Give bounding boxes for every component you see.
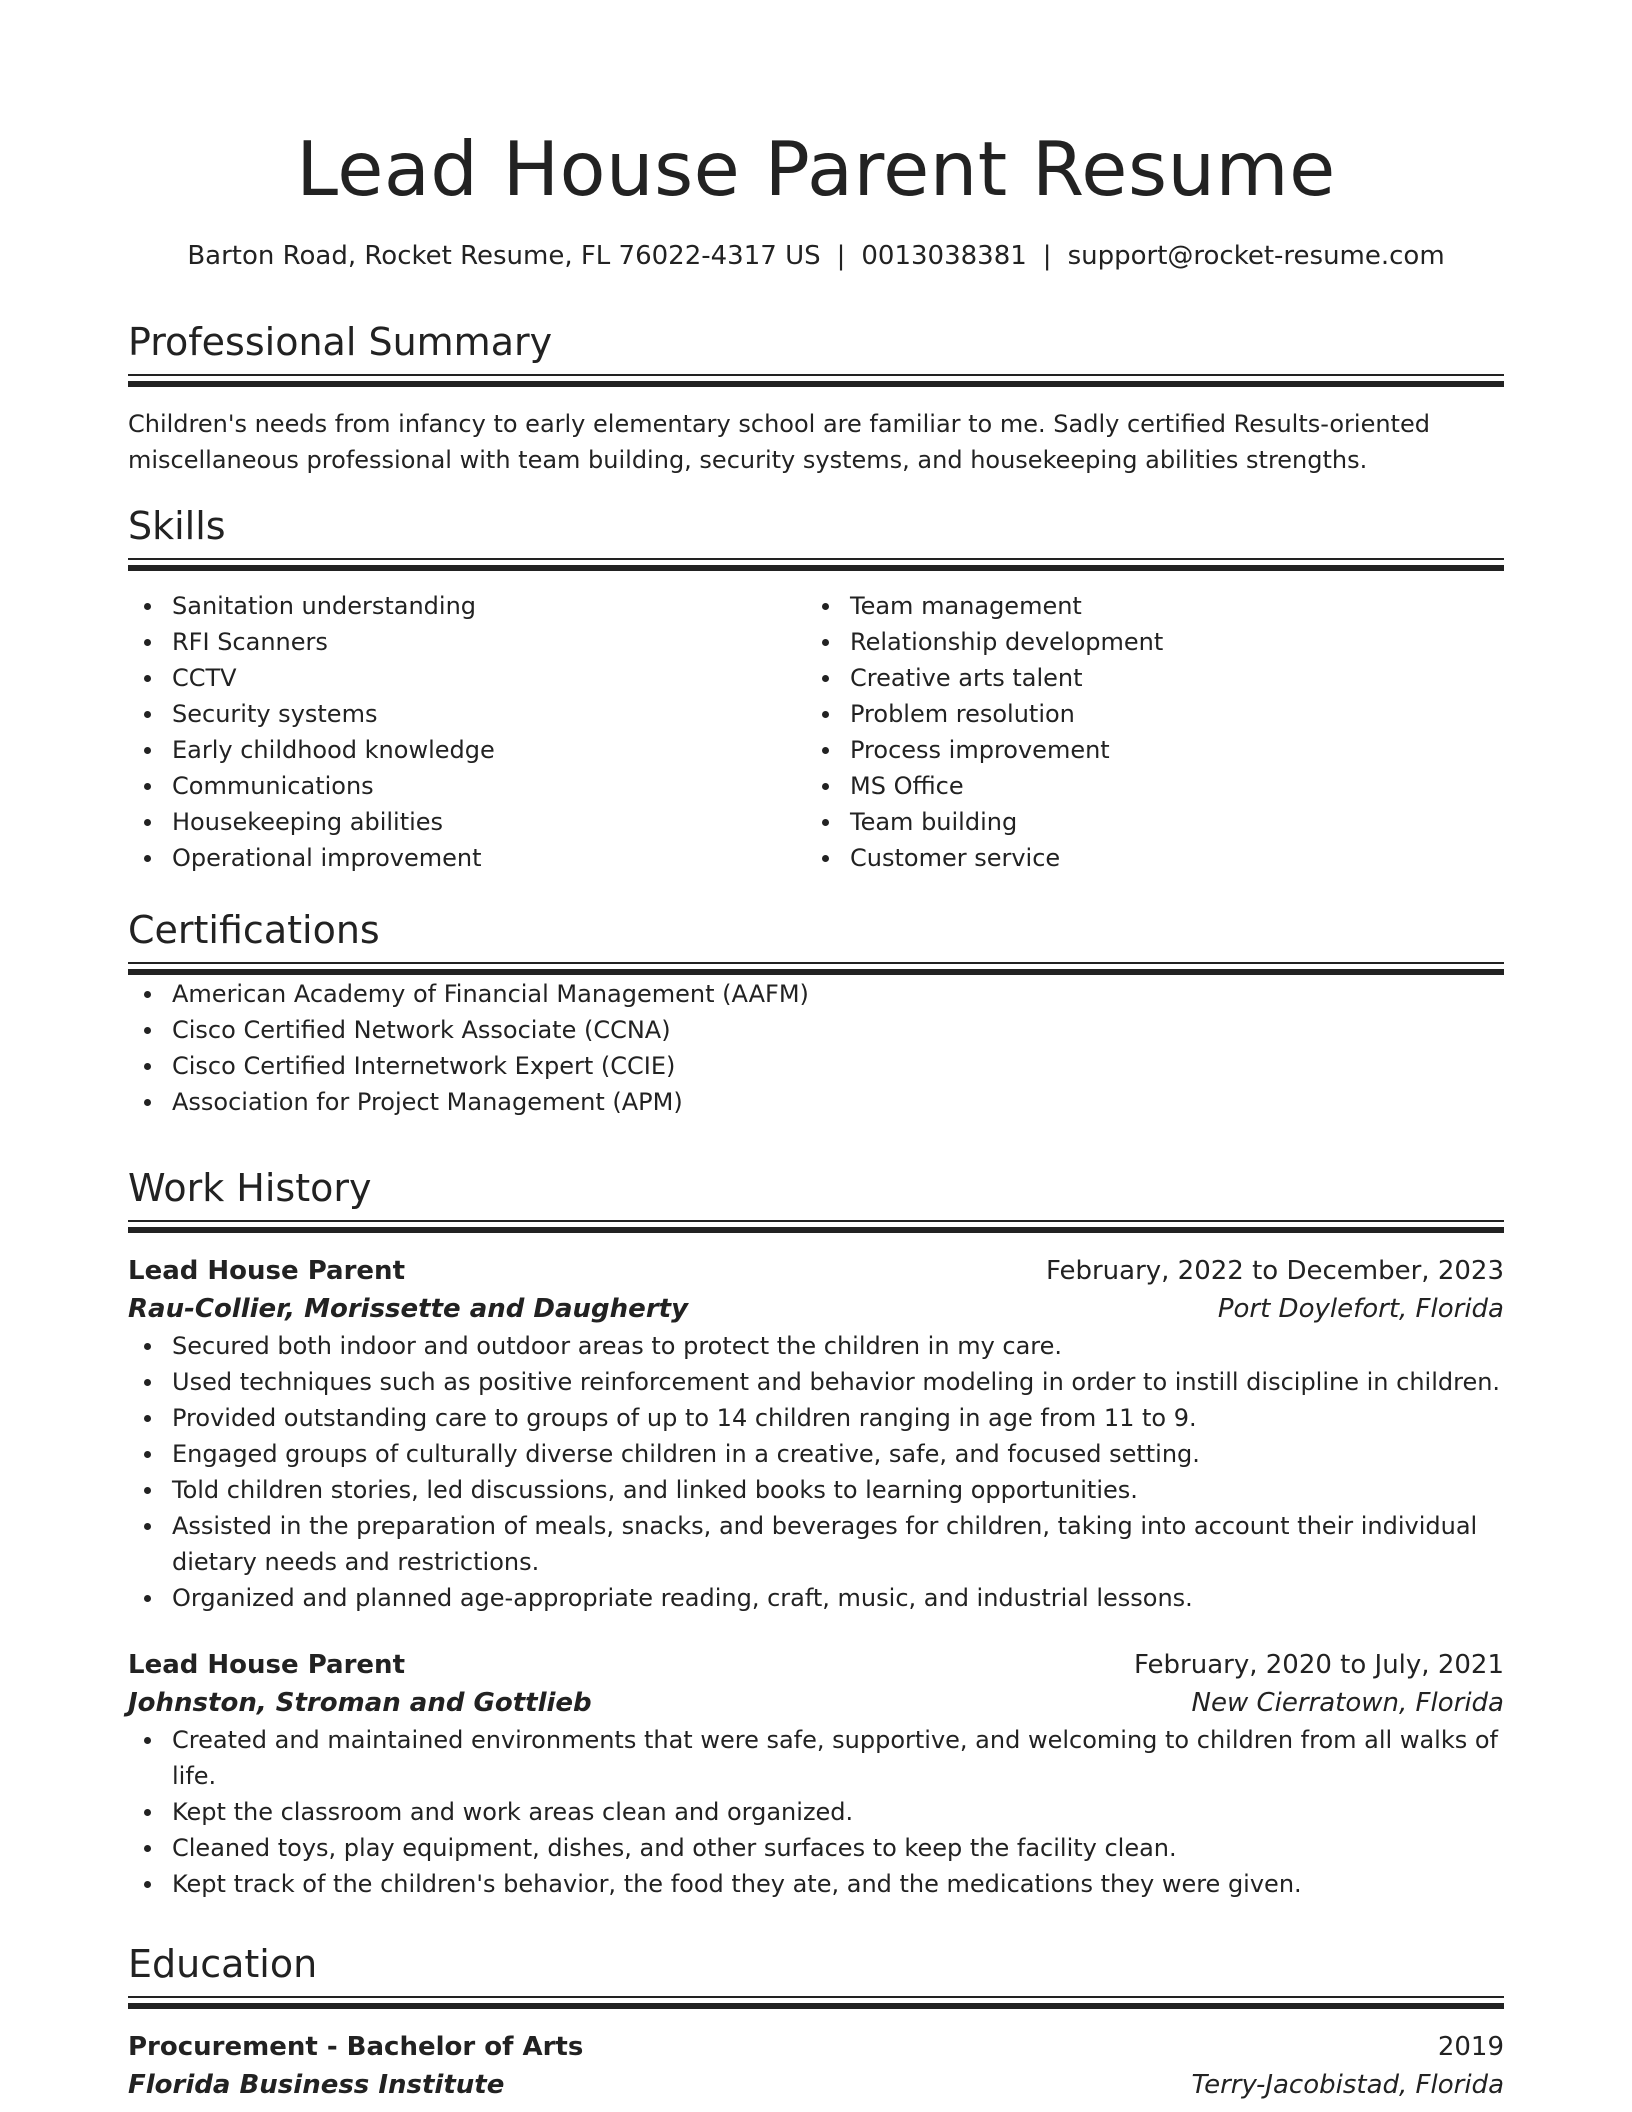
certification-item: Association for Project Management (APM) — [128, 1084, 1504, 1120]
job-bullet: Kept the classroom and work areas clean and organized. — [128, 1794, 1504, 1830]
skills-columns — [128, 588, 1504, 876]
skill-item: Team building — [806, 804, 1484, 840]
job-bullet: Secured both indoor and outdoor areas to protect the children in my care. — [128, 1328, 1504, 1364]
job-bullet: Told children stories, led discussions, and linked books to learning opportunities. — [128, 1472, 1504, 1508]
work-history-section — [128, 1164, 1504, 1902]
job-location: New Cierratown, Florida — [1191, 1688, 1504, 1718]
job-subheader-row — [128, 1684, 1504, 1722]
skill-item: Team management — [806, 588, 1484, 624]
skill-item: Problem resolution — [806, 696, 1484, 732]
skills-section — [128, 502, 1504, 876]
job-bullets — [128, 1328, 1504, 1616]
section-divider — [128, 962, 1504, 976]
page-title: Lead House Parent Resume — [296, 125, 1336, 213]
section-heading-certifications: Certifications — [128, 908, 380, 952]
summary-section — [128, 318, 1504, 478]
job-bullet: Used techniques such as positive reinforcement and behavior modeling in order to instill discipline in children. — [128, 1364, 1504, 1400]
job-location: Port Doylefort, Florida — [1217, 1294, 1504, 1324]
job-title: Lead House Parent — [128, 1256, 405, 1286]
section-divider — [128, 1220, 1504, 1234]
skills-list-right — [806, 588, 1484, 876]
skill-item: Operational improvement — [128, 840, 806, 876]
section-divider — [128, 558, 1504, 572]
section-divider — [128, 1996, 1504, 2010]
skills-column-right — [806, 588, 1484, 876]
section-divider — [128, 374, 1504, 388]
education-section — [128, 1940, 1504, 2104]
job-bullet: Kept track of the children's behavior, the food they ate, and the medications they were given. — [128, 1866, 1504, 1902]
job-dates: February, 2020 to July, 2021 — [1134, 1650, 1504, 1680]
job-entry — [128, 1646, 1504, 1902]
job-bullet: Engaged groups of culturally diverse children in a creative, safe, and focused setting. — [128, 1436, 1504, 1472]
section-heading-summary: Professional Summary — [128, 320, 553, 364]
skill-item: CCTV — [128, 660, 806, 696]
job-company: Johnston, Stroman and Gottlieb — [128, 1688, 592, 1718]
section-heading-education: Education — [128, 1942, 318, 1986]
certification-item: Cisco Certified Internetwork Expert (CCIE) — [128, 1048, 1504, 1084]
summary-text: Children's needs from infancy to early elementary school are familiar to me. Sadly certified Results-oriented miscellaneous professional with team building, security systems, and housekeeping abilities strengths. — [128, 410, 1430, 474]
skill-item: Housekeeping abilities — [128, 804, 806, 840]
certification-item: Cisco Certified Network Associate (CCNA) — [128, 1012, 1504, 1048]
job-subheader-row — [128, 1290, 1504, 1328]
skill-item: Communications — [128, 768, 806, 804]
certifications-list — [128, 976, 1504, 1120]
certification-item: American Academy of Financial Management (AAFM) — [128, 976, 1504, 1012]
skills-column-left — [128, 588, 806, 876]
education-year: 2019 — [1437, 2032, 1504, 2062]
job-header-row — [128, 1646, 1504, 1684]
job-header-row — [128, 1252, 1504, 1290]
job-bullet: Created and maintained environments that were safe, supportive, and welcoming to children from all walks of life. — [128, 1722, 1504, 1794]
job-bullet: Provided outstanding care to groups of up to 14 children ranging in age from 11 to 9. — [128, 1400, 1504, 1436]
skills-list-left — [128, 588, 806, 876]
skill-item: Security systems — [128, 696, 806, 732]
skill-item: Early childhood knowledge — [128, 732, 806, 768]
contact-phone: 0013038381 — [861, 241, 1027, 271]
skill-item: Customer service — [806, 840, 1484, 876]
skill-item: Relationship development — [806, 624, 1484, 660]
contact-address: Barton Road, Rocket Resume, FL 76022-4317 US — [187, 241, 821, 271]
skill-item: RFI Scanners — [128, 624, 806, 660]
job-bullet: Organized and planned age-appropriate reading, craft, music, and industrial lessons. — [128, 1580, 1504, 1616]
job-bullet: Cleaned toys, play equipment, dishes, and other surfaces to keep the facility clean. — [128, 1830, 1504, 1866]
education-subheader-row — [128, 2066, 1504, 2104]
contact-separator: | — [1042, 241, 1052, 271]
skill-item: Sanitation understanding — [128, 588, 806, 624]
section-heading-work-history: Work History — [128, 1166, 372, 1210]
job-bullet: Assisted in the preparation of meals, snacks, and beverages for children, taking into account their individual dietary needs and restrictions. — [128, 1508, 1504, 1580]
job-dates: February, 2022 to December, 2023 — [1045, 1256, 1504, 1286]
job-company: Rau-Collier, Morissette and Daugherty — [128, 1294, 689, 1324]
skill-item: MS Office — [806, 768, 1484, 804]
skill-item: Process improvement — [806, 732, 1484, 768]
education-entry — [128, 2028, 1504, 2104]
contact-separator: | — [836, 241, 846, 271]
certifications-section — [128, 906, 1504, 1120]
education-location: Terry-Jacobistad, Florida — [1191, 2070, 1504, 2100]
skill-item: Creative arts talent — [806, 660, 1484, 696]
job-entry — [128, 1252, 1504, 1616]
job-bullets — [128, 1722, 1504, 1902]
contact-email: support@rocket-resume.com — [1067, 241, 1445, 271]
job-title: Lead House Parent — [128, 1650, 405, 1680]
education-degree: Procurement - Bachelor of Arts — [128, 2032, 584, 2062]
contact-line — [128, 238, 1504, 274]
education-school: Florida Business Institute — [128, 2070, 505, 2100]
section-heading-skills: Skills — [128, 504, 226, 548]
education-header-row — [128, 2028, 1504, 2066]
